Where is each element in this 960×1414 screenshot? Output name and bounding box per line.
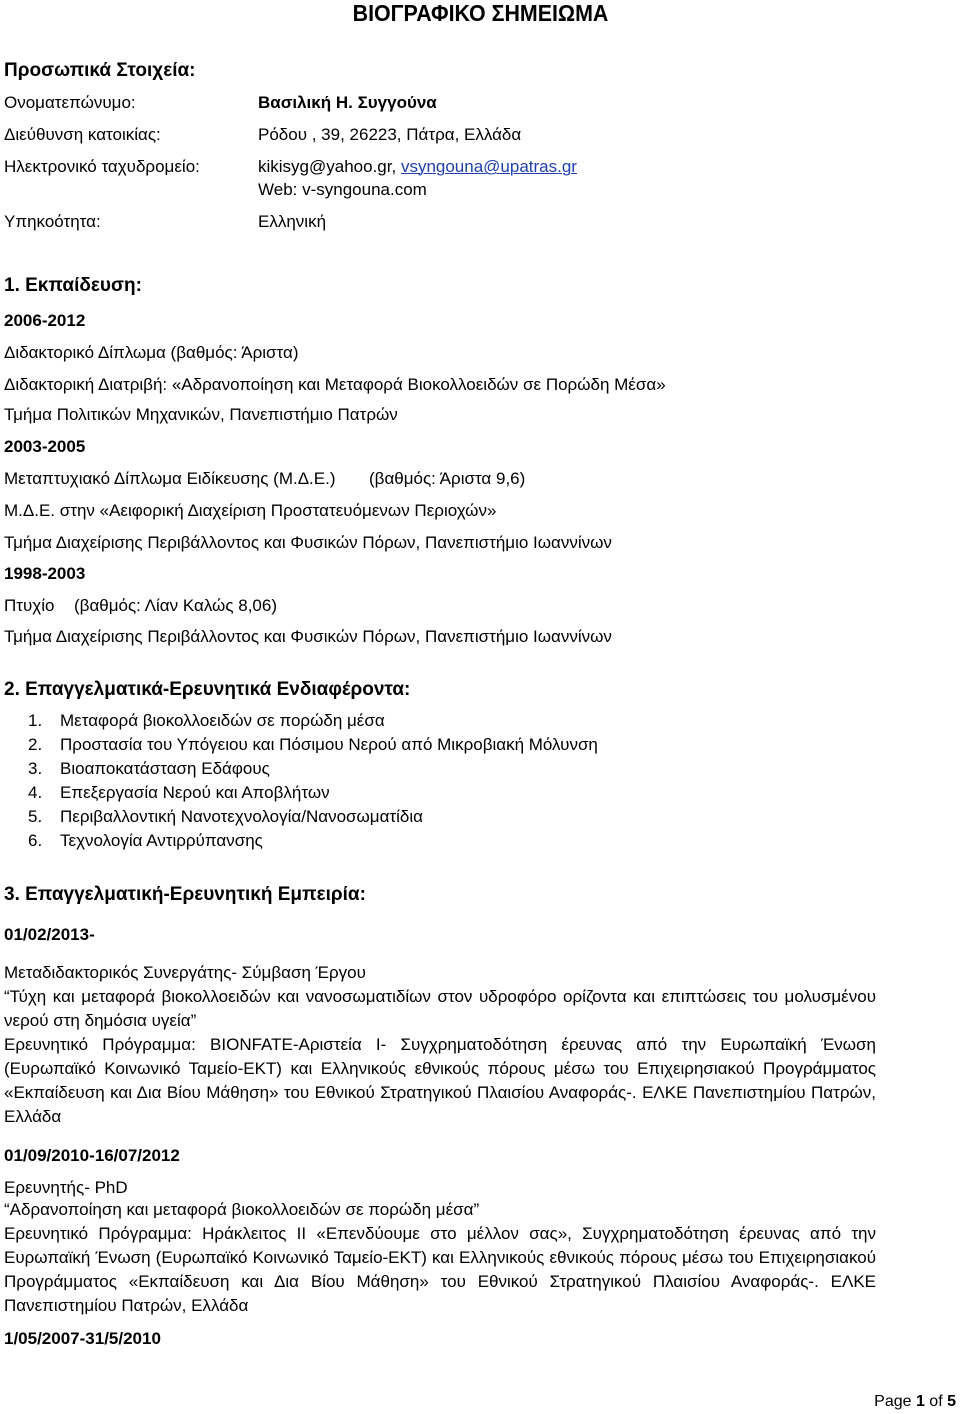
interest-item: Περιβαλλοντική Νανοτεχνολογία/Νανοσωματίδια xyxy=(60,807,423,826)
exp-role-1: Μεταδιδακτορικός Συνεργάτης- Σύμβαση Έργου xyxy=(4,963,366,982)
web-value: Web: v-syngouna.com xyxy=(258,180,427,199)
exp-program-2: Ερευνητικό Πρόγραμμα: Ηράκλειτος ΙΙ «Επενδύουμε στο μέλλον σας», Συγχρηματοδότηση έρευνας από την Ευρωπαϊκή Ένωση (Ευρωπαϊκό Κοινωνικό Ταμείο-ΕΚΤ) και Ελληνικούς εθνικούς πόρους μέσω του Επιχειρησιακού Προγράμματος «Εκπαίδευση και Δια Βίου Μάθηση» του Εθνικού Στρατηγικού Πλαισίου Αναφοράς-. ΕΛΚΕ Πανεπιστημίου Πατρών, Ελλάδα xyxy=(4,1224,876,1315)
address-label: Διεύθυνση κατοικίας: xyxy=(4,125,161,144)
edu-degree-phd: Διδακτορικό Δίπλωμα (βαθμός: Άριστα) xyxy=(4,343,299,362)
interest-num: 5. xyxy=(28,807,43,826)
edu-years-msc: 2003-2005 xyxy=(4,437,86,456)
edu-degree-msc: Μεταπτυχιακό Δίπλωμα Ειδίκευσης (Μ.Δ.Ε.) xyxy=(4,469,336,488)
edu-years-phd: 2006-2012 xyxy=(4,311,86,330)
edu-dept-msc: Τμήμα Διαχείρισης Περιβάλλοντος και Φυσικών Πόρων, Πανεπιστήμιο Ιωαννίνων xyxy=(4,533,612,552)
interest-item: Προστασία του Υπόγειου και Πόσιμου Νερού από Μικροβιακή Μόλυνση xyxy=(60,735,598,754)
edu-topic-msc: Μ.Δ.Ε. στην «Αειφορική Διαχείριση Προστατευόμενων Περιοχών» xyxy=(4,501,497,520)
of-word: of xyxy=(924,1393,948,1410)
email-link[interactable]: vsyngouna@upatras.gr xyxy=(400,157,577,176)
interest-item: Μεταφορά βιοκολλοειδών σε πορώδη μέσα xyxy=(60,711,385,730)
exp-date-3: 1/05/2007-31/5/2010 xyxy=(4,1329,161,1348)
page-indicator xyxy=(874,1392,956,1412)
personal-heading: Προσωπικά Στοιχεία: xyxy=(4,60,196,81)
edu-dept-phd: Τμήμα Πολιτικών Μηχανικών, Πανεπιστήμιο Πατρών xyxy=(4,405,398,424)
edu-grade-msc: (βαθμός: Άριστα 9,6) xyxy=(369,469,526,488)
page-total: 5 xyxy=(947,1393,956,1410)
exp-role-2: Ερευνητής- PhD xyxy=(4,1178,128,1197)
experience-heading: 3. Επαγγελματική-Ερευνητική Εμπειρία: xyxy=(4,884,366,905)
document-title: ΒΙΟΓΡΑΦΙΚΟ ΣΗΜΕΙΩΜΑ xyxy=(352,0,608,26)
interest-num: 2. xyxy=(28,735,43,754)
address-value: Ρόδου , 39, 26223, Πάτρα, Ελλάδα xyxy=(258,125,522,144)
page-number: 1 xyxy=(915,1393,925,1410)
education-heading: 1. Εκπαίδευση: xyxy=(4,275,142,296)
name-value: Βασιλική Η. Συγγούνα xyxy=(258,93,437,112)
edu-degree-bsc: Πτυχίο xyxy=(4,596,55,615)
edu-years-bsc: 1998-2003 xyxy=(4,564,86,583)
email-label: Ηλεκτρονικό ταχυδρομείο: xyxy=(4,157,200,176)
email-primary: kikisyg@yahoo.gr, xyxy=(258,157,401,176)
interest-item: Επεξεργασία Νερού και Αποβλήτων xyxy=(60,783,330,802)
exp-project-2: “Αδρανοποίηση και μεταφορά βιοκολλοειδών σε πορώδη μέσα” xyxy=(4,1200,480,1219)
nationality-value: Ελληνική xyxy=(258,212,327,231)
exp-project-1: “Τύχη και μεταφορά βιοκολλοειδών και νανοσωματιδίων στον υδροφόρο ορίζοντα και επιπτώσεις του μολυσμένου νερού στη δημόσια υγεία” xyxy=(4,987,876,1030)
interest-num: 4. xyxy=(28,783,43,802)
name-label: Ονοματεπώνυμο: xyxy=(4,93,136,112)
interest-item: Τεχνολογία Αντιρρύπανσης xyxy=(60,831,263,850)
edu-thesis-phd: Διδακτορική Διατριβή: «Αδρανοποίηση και Μεταφορά Βιοκολλοειδών σε Πορώδη Μέσα» xyxy=(4,375,666,394)
edu-dept-bsc: Τμήμα Διαχείρισης Περιβάλλοντος και Φυσικών Πόρων, Πανεπιστήμιο Ιωαννίνων xyxy=(4,627,612,646)
nationality-label: Υπηκοότητα: xyxy=(4,212,101,231)
interest-num: 6. xyxy=(28,831,43,850)
interest-num: 1. xyxy=(28,711,43,730)
exp-date-2: 01/09/2010-16/07/2012 xyxy=(4,1146,180,1165)
exp-date-1: 01/02/2013- xyxy=(4,925,95,944)
interest-num: 3. xyxy=(28,759,43,778)
exp-program-1: Ερευνητικό Πρόγραμμα: BIONFATE-Αριστεία Ι- Συγχρηματοδότηση έρευνας από την Ευρωπαϊκή Ένωση (Ευρωπαϊκό Κοινωνικό Ταμείο-ΕΚΤ) και Ελληνικούς εθνικούς πόρους μέσω του Επιχειρησιακού Προγράμματος «Εκπαίδευση και Δια Βίου Μάθηση» του Εθνικού Στρατηγικού Πλαισίου Αναφοράς-. ΕΛΚΕ Πανεπιστημίου Πατρών, Ελλάδα xyxy=(4,1035,876,1126)
page-word: Page xyxy=(874,1393,916,1410)
edu-grade-bsc: (βαθμός: Λίαν Καλώς 8,06) xyxy=(74,596,277,615)
email-value xyxy=(258,157,577,177)
interests-heading: 2. Επαγγελματικά-Ερευνητικά Ενδιαφέροντα: xyxy=(4,679,411,700)
interest-item: Βιοαποκατάσταση Εδάφους xyxy=(60,759,270,778)
